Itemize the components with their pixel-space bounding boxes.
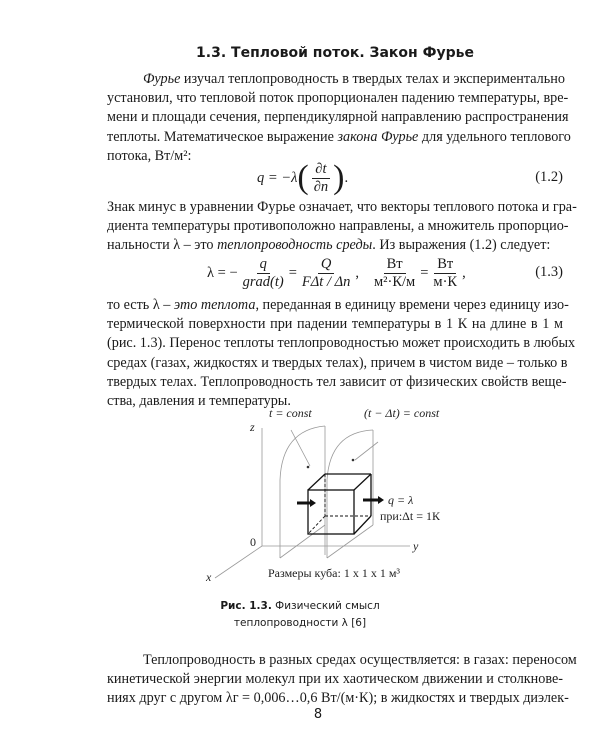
section-title: 1.3. Тепловой поток. Закон Фурье <box>196 45 474 61</box>
caption-label: Рис. 1.3. <box>220 600 272 612</box>
axis-label-z: z <box>250 420 255 434</box>
paragraph-lambda-meaning <box>107 296 576 411</box>
caption-line <box>180 598 420 615</box>
fraction <box>240 256 287 291</box>
text-line: диента температуры противоположно направлены, а множитель пропорцио- <box>107 218 569 235</box>
origin-label: 0 <box>250 535 256 549</box>
denominator: grad(t) <box>242 273 284 290</box>
text-line <box>107 296 569 315</box>
paren-close: ) <box>333 159 345 196</box>
text-line: ства, давления и температуры. <box>107 393 291 410</box>
figure-caption <box>180 598 420 632</box>
figure-cube-diagram <box>200 400 460 590</box>
text-line <box>107 70 563 89</box>
paren-open: ( <box>297 159 309 196</box>
cube-size-label: Размеры куба: 1 x 1 x 1 м³ <box>268 566 401 580</box>
pointer-dot <box>307 466 310 469</box>
numerator: Q <box>318 256 334 274</box>
text-line: Знак минус в уравнении Фурье означает, что векторы теплового потока и гра- <box>107 199 577 215</box>
numerator: ∂t <box>312 161 329 179</box>
denominator: FΔt / Δn <box>301 273 351 290</box>
numerator: Вт <box>384 256 406 274</box>
italic-term: теплопроводность среды <box>217 237 373 254</box>
text-line: мени и площади сечения, перпендикулярной направлению распространения <box>107 109 569 126</box>
condition-label: при:Δt = 1К <box>380 509 440 523</box>
period: . <box>344 169 349 186</box>
cube <box>308 474 371 534</box>
text: изучал теплопроводность в твердых телах и экспериментально <box>180 71 565 87</box>
equation-lhs: λ = − <box>207 264 238 281</box>
text-line: твердых телах. Теплопроводность тел зависит от физических свойств веще- <box>107 373 567 390</box>
text: , переданная в единицу времени через единицу изо- <box>255 297 569 313</box>
comma: , <box>355 264 359 281</box>
italic-term: закона Фурье <box>337 128 419 145</box>
equation-1-2 <box>107 158 563 198</box>
numerator: q <box>257 256 270 274</box>
fraction <box>371 256 418 291</box>
denominator: ∂n <box>313 178 329 195</box>
text-line <box>107 128 571 147</box>
equation-lhs: q = −λ <box>257 169 298 186</box>
label-t-minus-dt-const: (t − Δt) = const <box>364 406 440 420</box>
denominator: м²·К/м <box>373 273 416 290</box>
fraction <box>311 161 331 196</box>
fraction <box>430 256 460 291</box>
paragraph-fourier-intro <box>107 70 571 166</box>
pointer-dot <box>352 459 355 462</box>
caption-text: Физический смысл <box>271 600 380 612</box>
caption-line: теплопроводности λ [6] <box>233 617 367 629</box>
text-line: кинетической энергии молекул при их хаотическом движении и столкнове- <box>107 671 563 688</box>
text-line: средах (газах, жидкостях и твердых телах), причем в чистом виде – только в <box>107 354 568 371</box>
axis-label-y: y <box>413 539 419 553</box>
page-number: 8 <box>313 707 323 722</box>
flux-label: q = λ <box>388 493 414 507</box>
comma: , <box>462 264 466 281</box>
fraction <box>299 256 353 291</box>
numerator: Вт <box>434 256 456 274</box>
equation-1-3 <box>107 253 563 293</box>
equals: = <box>288 264 297 281</box>
paragraph-minus-sign <box>107 198 577 256</box>
denominator: м·К <box>433 273 458 290</box>
paragraph-conduction-media <box>107 651 577 709</box>
label-t-const: t = const <box>269 406 312 420</box>
text-line: (рис. 1.3). Перенос теплоты теплопроводностью может происходить в любых <box>107 335 576 352</box>
text: нальности λ – это <box>107 237 218 254</box>
italic-term: это теплота <box>173 297 256 313</box>
equals: = <box>420 264 429 281</box>
axis-label-x: x <box>206 570 212 584</box>
arrow-icon <box>297 499 316 507</box>
text: . Из выражения (1.2) следует: <box>372 237 551 254</box>
arrow-icon <box>363 496 384 504</box>
italic-term: Фурье <box>143 71 181 87</box>
equation-number: (1.2) <box>535 169 563 185</box>
text-line: ниях друг с другом λг = 0,006…0,6 Вт/(м·К); в жидкостях и твердых диэлек- <box>107 690 569 707</box>
text: теплоты. Математическое выражение <box>107 128 338 145</box>
text: для удельного теплового <box>418 128 571 145</box>
text: то есть λ – <box>107 297 174 313</box>
text-line: термической поверхности при падении температуры в 1 К на длине в 1 м <box>107 316 563 333</box>
text-line: установил, что тепловой поток пропорционален падению температуры, вре- <box>107 90 569 107</box>
text-line: Теплопроводность в разных средах осуществляется: в газах: переносом <box>143 652 577 668</box>
text-line: потока, Вт/м²: <box>107 147 192 164</box>
equation-number: (1.3) <box>535 264 563 280</box>
